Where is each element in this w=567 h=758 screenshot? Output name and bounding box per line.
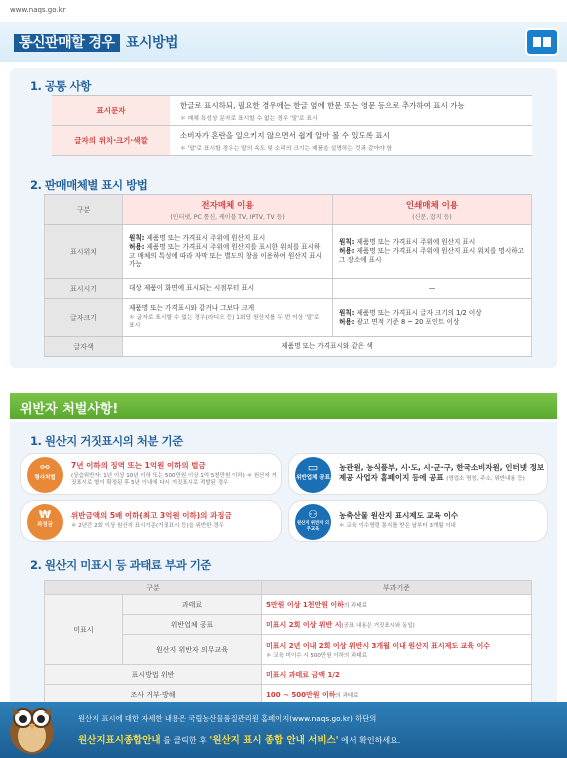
row-label: 과태료 <box>123 595 262 615</box>
badge-label: 위반업체 공표 <box>296 475 330 481</box>
cell <box>123 299 333 337</box>
col-print-sub: (신문, 잡지 등) <box>412 213 452 221</box>
cell-key: 허용: <box>129 242 145 251</box>
badge-circle <box>27 504 63 540</box>
box-note: ＊ 2년간 2회 이상 원산지 표시기준(거짓표시 등)을 위반한 경우 <box>71 523 224 529</box>
row-value <box>262 595 532 615</box>
badge-label: 과징금 <box>37 522 53 528</box>
table-row <box>45 225 532 279</box>
cell-text: 제품명 또는 가격표시 주위에 원산지 표시 <box>144 233 266 242</box>
footer-line2 <box>78 732 400 746</box>
cell: — <box>333 279 532 299</box>
title-rest: 표시방법 <box>125 35 179 51</box>
row-main: 한글로 표시하되, 필요한 경우에는 한글 옆에 한문 또는 영문 등으로 추가하여 표시 가능 <box>180 100 465 110</box>
cell-key: 허용: <box>339 317 355 326</box>
badge-circle <box>295 504 331 540</box>
page-title <box>14 32 178 52</box>
table-row <box>45 665 532 685</box>
row-value-text: 100 ~ 500만원 이하 <box>266 690 336 699</box>
row-value-text: 미표시 2회 이상 위반 시 <box>266 620 342 629</box>
row-value-suffix: (공표 내용은 거짓표시와 동일) <box>341 622 415 629</box>
col-header: 구분 <box>45 581 262 595</box>
row-label: 글자의 위치·크기·색깔 <box>52 126 170 156</box>
badge-label: 형사처벌 <box>34 475 56 481</box>
site-url: www.naqs.go.kr <box>10 6 66 14</box>
col-header-label: 구분 <box>45 195 123 225</box>
footer-text: 를 클릭한 후 <box>163 736 207 745</box>
col-electronic-title: 전자매체 이용 <box>201 200 254 211</box>
handcuffs-icon: ⚯ <box>40 461 50 474</box>
penalty-bar <box>10 393 557 419</box>
box-main <box>339 463 545 483</box>
footer-link-name: 원산지표시종합안내 <box>78 735 161 746</box>
banner <box>0 22 567 62</box>
penalty-box-fine <box>20 500 282 542</box>
people-icon: ⚇ <box>308 508 318 521</box>
cell-note: ＊ 글자로 표시할 수 없는 경우(라디오 등) 1회당 원산지를 두 번 이상 '말'로 표시 <box>129 315 320 329</box>
cell <box>333 299 532 337</box>
cell <box>333 225 532 279</box>
box-main-text: 농관원, 농식품부, 시·도, 시·군·구, 한국소비자원, 인터넷 정보 제공 사업자 홈페이지 등에 공표 <box>339 463 545 482</box>
table-row <box>52 96 532 126</box>
table-row <box>45 337 532 357</box>
col-electronic <box>123 195 333 225</box>
cell-text: 광고 면적 기준 8 ~ 20 포인트 이상 <box>354 317 460 326</box>
cell: 제품명 또는 가격표시와 같은 색 <box>123 337 532 357</box>
row-value-note: ＊ 교육 미이수 시 500만원 이하의 과태료 <box>266 652 367 659</box>
col-header: 부과기준 <box>262 581 532 595</box>
row-value-suffix: 의 과태료 <box>335 692 359 699</box>
cell: 대상 제품이 화면에 표시되는 시점부터 표시 <box>123 279 333 299</box>
footer-line1: 원산지 표시에 대한 자세한 내용은 국립농산물품질관리원 홈페이지(www.naqs.go.kr) 하단의 <box>78 714 377 723</box>
title-highlight: 통신판매할 경우 <box>14 34 120 52</box>
box-main: 농축산물 원산지 표시제도 교육 이수 <box>339 511 459 520</box>
table-header-row <box>45 195 532 225</box>
footer <box>0 702 567 758</box>
book-icon <box>525 28 559 56</box>
section1-heading: 1. 공통 사항 <box>30 79 91 93</box>
footer-service-name: '원산지 표시 종합 안내 서비스' <box>209 735 339 746</box>
row-value-text: 미표시 2년 이내 2회 이상 위반시 3개월 이내 원산지 표시제도 교육 이수 <box>266 641 491 650</box>
media-method-table <box>44 194 532 357</box>
table-row <box>45 299 532 337</box>
cell-text: 제품명 또는 가격표시 주위에 원산지를 표시한 위치를 표시하고 매체의 특성에 따라 자막 또는 별도의 창을 이용하여 원산지 표시 가능 <box>129 242 322 269</box>
badge-circle <box>27 457 63 493</box>
row-label: 글자크기 <box>45 299 123 337</box>
row-note: ＊ '말'로 표시할 경우는 말의 속도 및 소리의 크기는 제품을 설명하는 것과 같아야 함 <box>180 145 393 152</box>
cell-key: 허용: <box>339 247 355 256</box>
table-row <box>45 595 532 615</box>
table-row <box>52 126 532 156</box>
cell-text: 제품명 또는 가격표시 주위에 원산지 표시 <box>354 238 476 247</box>
cell-key: 원칙: <box>129 233 145 242</box>
group-label: 미표시 <box>45 595 123 665</box>
row-value: 미표시 과태료 금액 1/2 <box>262 665 532 685</box>
cell-key: 원칙: <box>339 238 355 247</box>
box-main: 위반금액의 5배 이하(최고 3억원 이하)의 과징금 <box>71 511 232 520</box>
col-print <box>333 195 532 225</box>
row-label: 원산지 위반자 의무교육 <box>123 635 262 665</box>
row-label: 위반업체 공표 <box>123 615 262 635</box>
cell-text: 제품명 또는 가격표시 주위에 원산지 표시 위치를 명시하고 그 장소에 표시 <box>339 247 525 264</box>
row-label: 조사 거부·방해 <box>45 685 262 705</box>
table-header-row <box>45 581 532 595</box>
owl-mascot-icon <box>4 692 60 756</box>
box-note: (상습위반자: 1년 이상 10년 이하 또는 500만원 이상 1억 5천만원 이하) ＊ 원산지 거짓표시로 형이 확정된 후 5년 이내에 다시 거짓표시로 적발된 경우 <box>71 473 277 487</box>
row-label: 글자색 <box>45 337 123 357</box>
penalty-box-education <box>288 500 548 542</box>
row-note: ＊ 매체 특성상 문자로 표시할 수 없는 경우 '말'로 표시 <box>180 115 318 122</box>
row-label: 표시시기 <box>45 279 123 299</box>
row-value <box>262 615 532 635</box>
cell <box>123 225 333 279</box>
fine-criteria-table <box>44 580 532 705</box>
penalty-sub2-heading: 2. 원산지 미표시 등 과태료 부과 기준 <box>30 558 211 572</box>
footer-text-end: 에서 확인하세요. <box>341 736 401 745</box>
box-note: (영업소 명칭, 주소, 위반내용 등) <box>446 475 525 482</box>
badge-circle <box>295 457 331 493</box>
box-note: ＊ 교육 이수명령 통지를 받은 날부터 3개월 이내 <box>339 523 456 529</box>
penalty-box-criminal <box>20 453 282 495</box>
box-main: 7년 이하의 징역 또는 1억원 이하의 벌금 <box>71 461 206 470</box>
col-print-title: 인쇄매체 이용 <box>405 200 459 211</box>
row-label: 표시위치 <box>45 225 123 279</box>
penalty-box-publication <box>288 453 548 495</box>
table-row <box>45 279 532 299</box>
row-value <box>262 635 532 665</box>
cell-text: 제품명 또는 가격표시와 같거나 그보다 크게 <box>129 304 255 313</box>
coin-icon: ₩ <box>38 508 52 521</box>
badge-label: 원산지 위반자 의무교육 <box>296 521 330 532</box>
section2-heading: 2. 판매매체별 표시 방법 <box>30 178 148 192</box>
monitor-icon: ▭ <box>307 461 319 474</box>
penalty-sub1-heading: 1. 원산지 거짓표시의 처분 기준 <box>30 434 183 448</box>
col-electronic-sub: (인터넷, PC 통신, 케이블 TV, IPTV, TV 등) <box>170 213 285 221</box>
cell-key: 원칙: <box>339 308 355 317</box>
row-value-suffix: 의 과태료 <box>343 602 367 609</box>
row-value-text: 5만원 이상 1천만원 이하 <box>266 600 344 609</box>
row-label: 표시방법 위반 <box>45 665 262 685</box>
cell-text: 제품명 또는 가격표시 글자 크기의 1/2 이상 <box>354 308 482 317</box>
row-label: 표시문자 <box>52 96 170 126</box>
common-rules-table <box>52 95 532 156</box>
penalty-bar-title: 위반자 처벌사항! <box>20 402 119 417</box>
row-main: 소비자가 혼란을 일으키지 않으면서 쉽게 알아 볼 수 있도록 표시 <box>180 130 390 140</box>
